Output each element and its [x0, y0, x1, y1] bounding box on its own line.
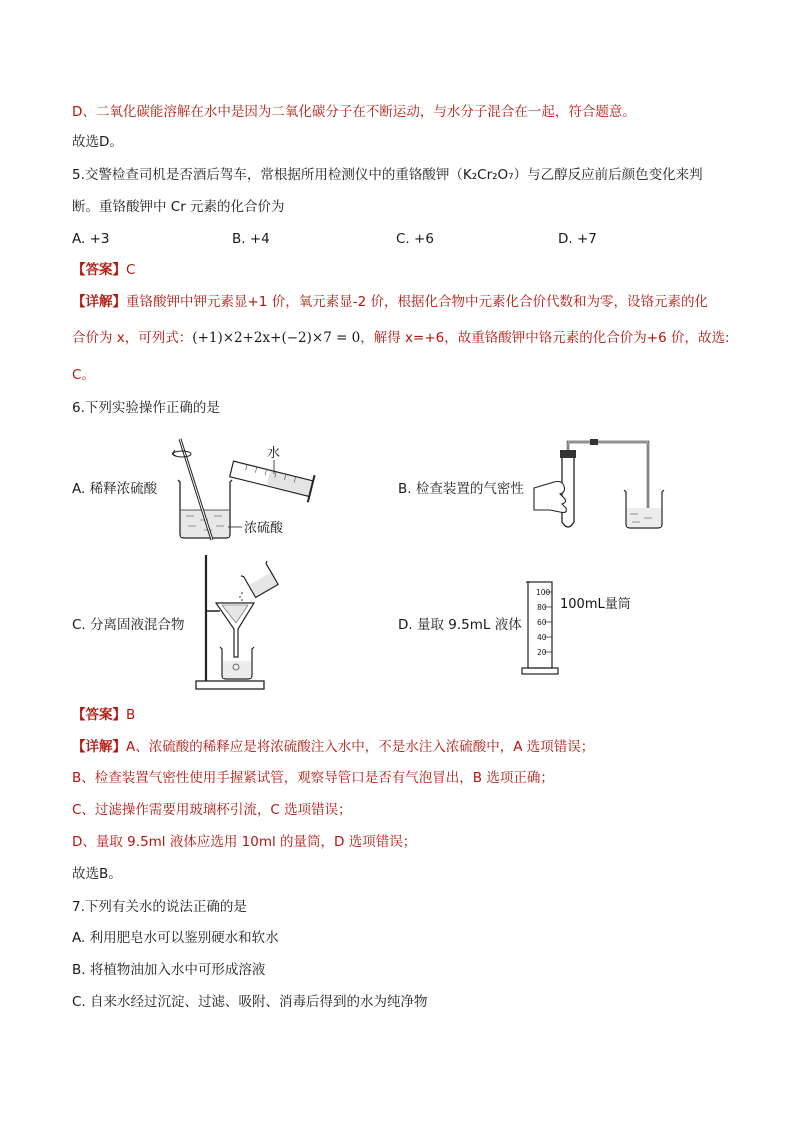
q7-stem: 7.下列有关水的说法正确的是 — [72, 899, 247, 915]
q6-detail-line-b: B、检查装置气密性使用手握紧试管，观察导管口是否有气泡冒出，B 选项正确； — [72, 770, 554, 786]
q7-option-a: A. 利用肥皂水可以鉴别硬水和软水 — [72, 930, 279, 946]
q7-option-c: C. 自来水经过沉淀、过滤、吸附、消毒后得到的水为纯净物 — [72, 994, 428, 1010]
prev-conclusion: 故选D。 — [72, 134, 123, 150]
q6-conclusion: 故选B。 — [72, 866, 122, 882]
q5-detail-text-2b: ，解得 x=+6，故重铬酸钾中铬元素的化合价为+6 价，故选: — [360, 330, 730, 346]
q5-option-d: D. +7 — [558, 231, 597, 247]
q5-answer-line — [72, 261, 135, 279]
q5-detail-text-1: 重铬酸钾中钾元素显+1 价，氧元素显-2 价，根据化合物中元素化合价代数和为零，设铬元素的化 — [126, 294, 708, 310]
q6-option-d: D. 量取 9.5mL 液体 — [398, 617, 522, 633]
q5-stem-line-2: 断。重铬酸钾中 Cr 元素的化合价为 — [72, 199, 285, 215]
cylinder-scale-100: 100 — [536, 588, 551, 597]
q5-detail-text-2a: 合价为 x，可列式： — [72, 330, 193, 346]
q5-stem-line-1: 5.交警检查司机是否酒后驾车，常根据所用检测仪中的重铬酸钾（K₂Cr₂O₇）与乙醇反应前后颜色变化来判 — [72, 167, 703, 183]
q6-answer-value: B — [126, 707, 136, 723]
q5-answer-tag: 【答案】 — [72, 262, 126, 278]
q7-option-b: B. 将植物油加入水中可形成溶液 — [72, 962, 266, 978]
q5-equation: (+1)×2+2x+(−2)×7 = 0 — [192, 330, 361, 346]
q6-detail-tag: 【详解】 — [72, 739, 126, 755]
q5-option-b: B. +4 — [232, 231, 270, 247]
cylinder-scale-40: 40 — [537, 633, 547, 642]
q6-detail-line-c: C、过滤操作需要用玻璃杯引流，C 选项错误； — [72, 802, 352, 818]
q5-option-a: A. +3 — [72, 231, 110, 247]
figure-a-label-water: 水 — [267, 446, 281, 461]
q6-stem: 6.下列实验操作正确的是 — [72, 400, 220, 416]
q5-detail-line-2 — [72, 329, 730, 347]
q6-detail-line-d: D、量取 9.5ml 液体应选用 10ml 的量筒，D 选项错误； — [72, 834, 417, 850]
figure-a-label-acid: 浓硫酸 — [244, 521, 284, 536]
q5-detail-line-3: C。 — [72, 367, 95, 383]
cylinder-scale-80: 80 — [537, 603, 547, 612]
q6-option-b: B. 检查装置的气密性 — [398, 481, 524, 497]
q5-detail-tag: 【详解】 — [72, 294, 126, 310]
q6-detail-line-a — [72, 738, 594, 756]
cylinder-scale-20: 20 — [537, 648, 547, 657]
q5-answer-value: C — [126, 262, 136, 278]
figure-airtightness — [530, 438, 670, 538]
q6-answer-tag: 【答案】 — [72, 707, 126, 723]
cylinder-label: 100mL量筒 — [560, 597, 631, 612]
prev-answer-line-d: D、二氧化碳能溶解在水中是因为二氧化碳分子在不断运动，与水分子混合在一起，符合题意。 — [72, 104, 636, 120]
q6-answer-line — [72, 706, 135, 724]
figure-cylinder — [520, 578, 660, 680]
figure-filtration — [190, 553, 280, 693]
q6-detail-text-a: A、浓硫酸的稀释应是将浓硫酸注入水中，不是水注入浓硫酸中，A 选项错误； — [126, 739, 595, 755]
figure-dilution — [168, 434, 328, 544]
q6-option-a: A. 稀释浓硫酸 — [72, 481, 158, 497]
q5-option-c: C. +6 — [396, 231, 434, 247]
q6-option-c: C. 分离固液混合物 — [72, 617, 185, 633]
q5-detail-line-1 — [72, 293, 708, 311]
cylinder-scale-60: 60 — [537, 618, 547, 627]
